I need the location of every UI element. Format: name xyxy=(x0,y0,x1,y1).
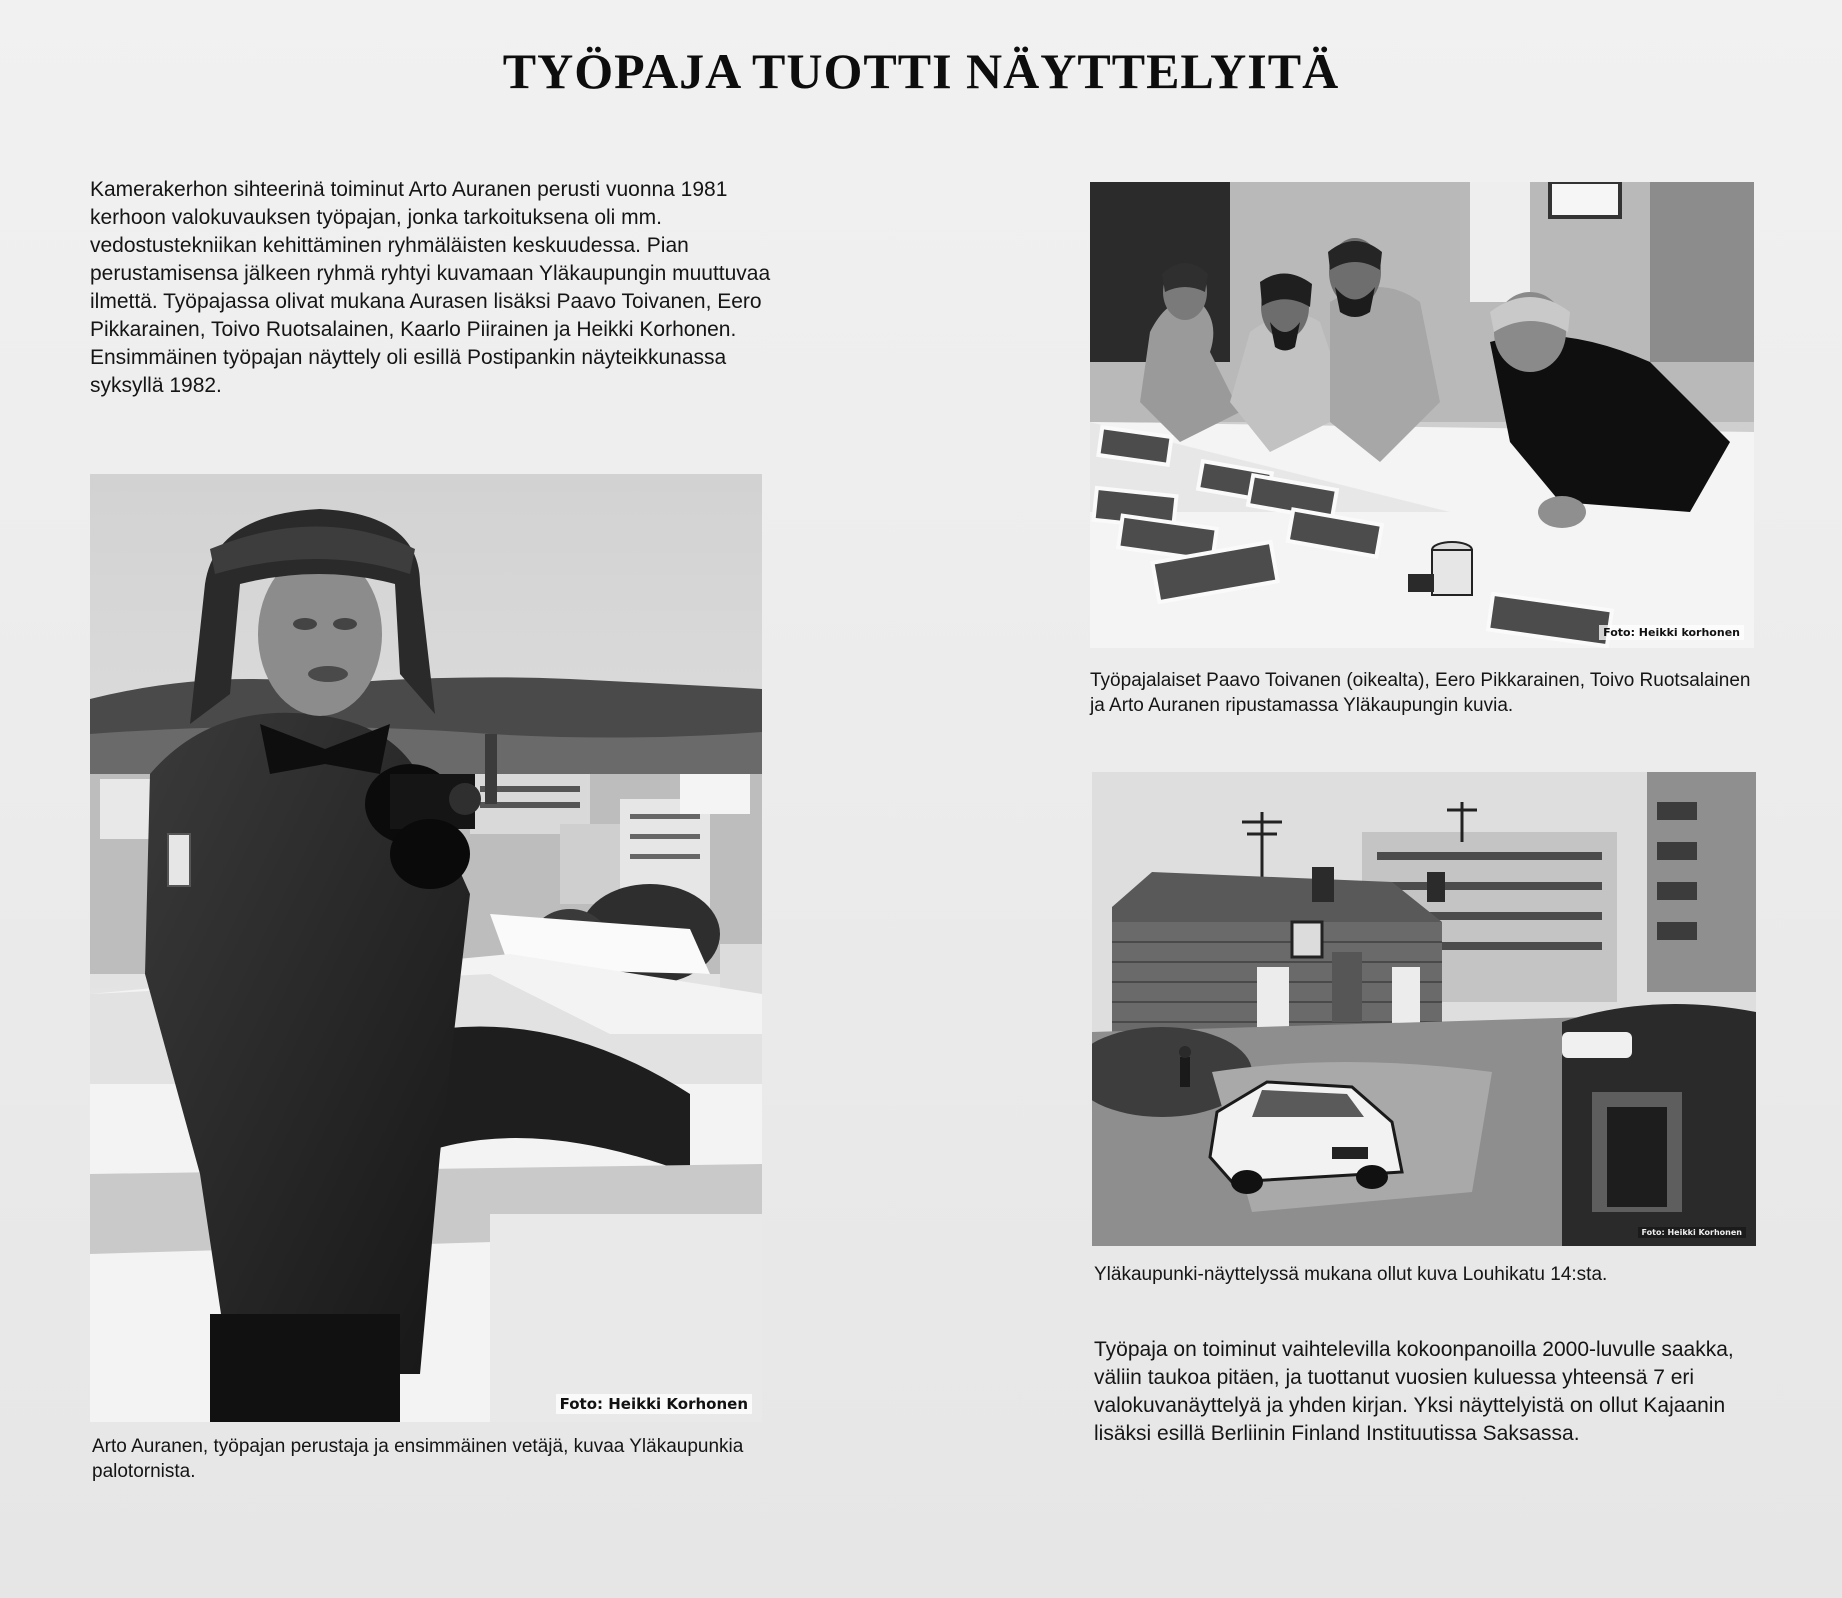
intro-paragraph: Kamerakerhon sihteerinä toiminut Arto Auranen perusti vuonna 1981 kerhoon valokuvauksen työpajan, jonka tarkoituksena oli mm. vedostustekniikan kehittäminen ryhmäläisten keskuudessa. Pian perustamisensa jälkeen ryhmä ryhtyi kuvamaan Yläkaupungin muuttuvaa ilmettä. Työpajassa olivat mukana Aurasen lisäksi Paavo Toivanen, Eero Pikkarainen, Toivo Ruotsalainen, Kaarlo Piirainen ja Heikki Korhonen. Ensimmäinen työpajan näyttely oli esillä Postipankin näyteikkunassa syksyllä 1982. xyxy=(90,178,771,397)
portrait-photo xyxy=(90,474,762,1422)
street-photo-credit: Foto: Heikki Korhonen xyxy=(1638,1227,1746,1238)
workshop-caption: Työpajalaiset Paavo Toivanen (oikealta), Eero Pikkarainen, Toivo Ruotsalainen ja Arto Auranen ripustamassa Yläkaupungin kuvia. xyxy=(1090,670,1751,716)
workshop-photo xyxy=(1090,182,1754,648)
portrait-photo-image xyxy=(90,474,762,1422)
street-photo xyxy=(1092,772,1756,1246)
portrait-photo-credit: Foto: Heikki Korhonen xyxy=(556,1394,752,1414)
closing-paragraph: Työpaja on toiminut vaihtelevilla kokoonpanoilla 2000-luvulle saakka, väliin taukoa pitäen, ja tuottanut vuosien kuluessa yhteensä 7 eri valokuvanäyttelyä ja yhden kirjan. Yksi näyttelyistä on ollut Kajaanin lisäksi esillä Berliinin Finland Instituutissa Saksassa. xyxy=(1094,1338,1734,1445)
street-photo-image xyxy=(1092,772,1756,1246)
workshop-photo-image xyxy=(1090,182,1754,648)
portrait-caption: Arto Auranen, työpajan perustaja ja ensimmäinen vetäjä, kuvaa Yläkaupunkia palotornista. xyxy=(92,1436,744,1482)
street-caption: Yläkaupunki-näyttelyssä mukana ollut kuva Louhikatu 14:sta. xyxy=(1094,1264,1608,1285)
workshop-photo-credit: Foto: Heikki korhonen xyxy=(1599,625,1744,640)
poster-title: TYÖPAJA TUOTTI NÄYTTELYITÄ xyxy=(502,43,1340,99)
